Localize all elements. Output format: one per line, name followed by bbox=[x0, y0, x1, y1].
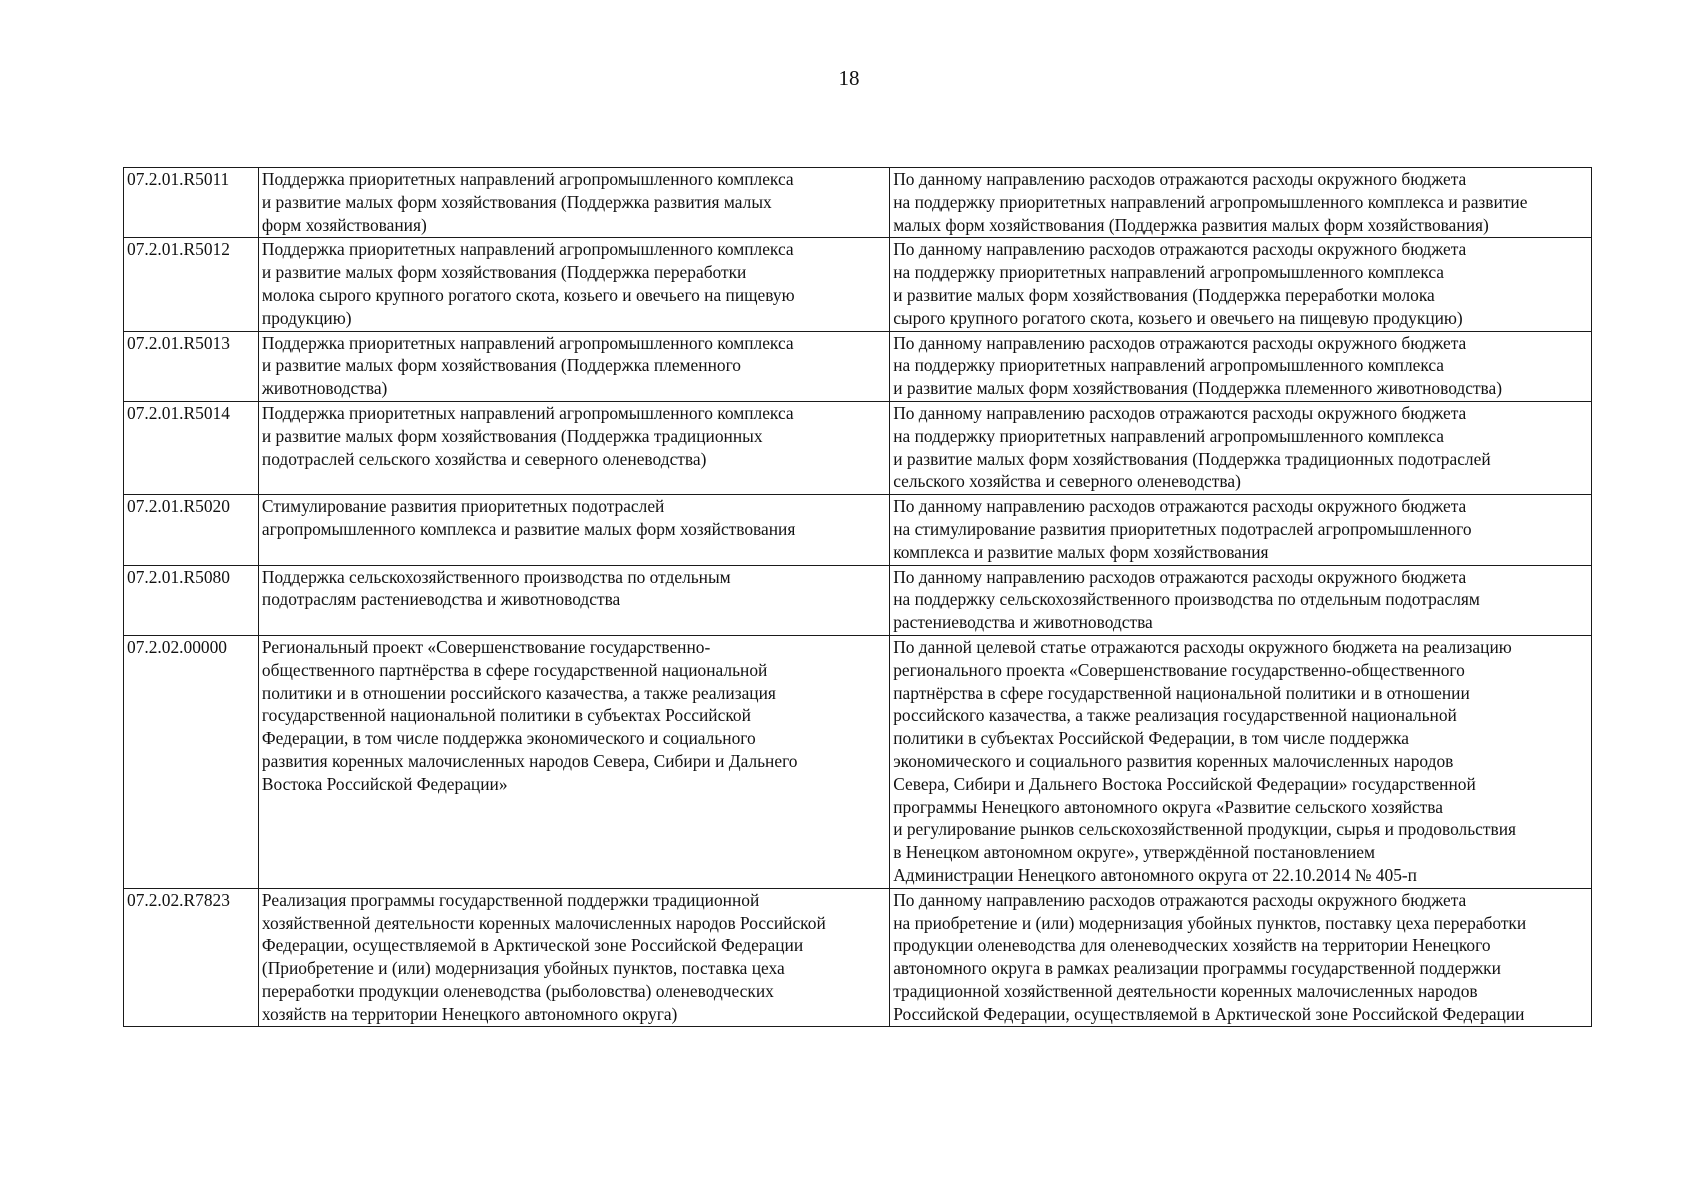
table-row bbox=[124, 888, 1592, 1027]
description-line: на поддержку приоритетных направлений агропромышленного комплекса bbox=[893, 262, 1445, 283]
name-line: подотраслям растениеводства и животноводства bbox=[261, 589, 621, 610]
description-line: По данному направлению расходов отражаются расходы окружного бюджета bbox=[893, 239, 1467, 260]
target-article-name bbox=[258, 888, 889, 1027]
description-line: и развитие малых форм хозяйствования (Поддержка племенного животноводства) bbox=[893, 378, 1503, 399]
name-line: агропромышленного комплекса и развитие малых форм хозяйствования bbox=[261, 518, 796, 539]
name-line: (Приобретение и (или) модернизация убойных пунктов, поставка цеха bbox=[261, 958, 785, 979]
target-article-description bbox=[890, 238, 1592, 331]
description-line: на приобретение и (или) модернизация убойных пунктов, поставку цеха переработки bbox=[893, 912, 1527, 933]
description-line: сырого крупного рогатого скота, козьего и овечьего на пищевую продукцию) bbox=[893, 307, 1463, 328]
description-line: на стимулирование развития приоритетных подотраслей агропромышленного bbox=[893, 518, 1472, 539]
description-line: регионального проекта «Совершенствование государственно-общественного bbox=[893, 659, 1465, 680]
description-line: По данному направлению расходов отражаются расходы окружного бюджета bbox=[893, 169, 1467, 189]
description-line: партнёрства в сфере государственной национальной политики и в отношении bbox=[893, 682, 1470, 703]
target-article-name bbox=[258, 168, 889, 238]
target-article-code: 07.2.01.R5080 bbox=[124, 565, 259, 635]
name-line: и развитие малых форм хозяйствования (Поддержка традиционных bbox=[261, 425, 763, 446]
name-line: хозяйственной деятельности коренных малочисленных народов Российской bbox=[261, 912, 826, 933]
target-article-description bbox=[890, 168, 1592, 238]
target-article-description bbox=[890, 401, 1592, 494]
table-row bbox=[124, 401, 1592, 494]
description-line: По данной целевой статье отражаются расходы окружного бюджета на реализацию bbox=[893, 636, 1512, 657]
description-line: политики в субъектах Российской Федерации, в том числе поддержка bbox=[893, 728, 1409, 749]
budget-classification-table bbox=[123, 167, 1592, 1027]
description-line: малых форм хозяйствования (Поддержка развития малых форм хозяйствования) bbox=[893, 214, 1489, 235]
table-row bbox=[124, 238, 1592, 331]
description-line: на поддержку сельскохозяйственного производства по отдельным подотраслям bbox=[893, 589, 1480, 610]
description-line: Севера, Сибири и Дальнего Востока Российской Федерации» государственной bbox=[893, 773, 1476, 794]
target-article-description bbox=[890, 565, 1592, 635]
target-article-name bbox=[258, 565, 889, 635]
name-line: Стимулирование развития приоритетных подотраслей bbox=[261, 496, 665, 517]
description-line: на поддержку приоритетных направлений агропромышленного комплекса и развитие bbox=[893, 191, 1528, 212]
name-line: Поддержка приоритетных направлений агропромышленного комплекса bbox=[261, 332, 794, 353]
target-article-name bbox=[258, 401, 889, 494]
name-line: Поддержка сельскохозяйственного производства по отдельным bbox=[261, 566, 731, 587]
description-line: растениеводства и животноводства bbox=[893, 612, 1153, 633]
name-line: продукцию) bbox=[261, 307, 352, 328]
target-article-description bbox=[890, 331, 1592, 401]
description-line: и развитие малых форм хозяйствования (Поддержка переработки молока bbox=[893, 284, 1435, 305]
name-line: форм хозяйствования) bbox=[261, 214, 427, 235]
description-line: По данному направлению расходов отражаются расходы окружного бюджета bbox=[893, 332, 1467, 353]
name-line: Поддержка приоритетных направлений агропромышленного комплекса bbox=[261, 169, 794, 189]
name-line: политики и в отношении российского казачества, а также реализация bbox=[261, 682, 776, 703]
target-article-name bbox=[258, 331, 889, 401]
target-article-name bbox=[258, 635, 889, 888]
target-article-code: 07.2.02.R7823 bbox=[124, 888, 259, 1027]
description-line: на поддержку приоритетных направлений агропромышленного комплекса bbox=[893, 425, 1445, 446]
page-number: 18 bbox=[838, 66, 860, 90]
name-line: подотраслей сельского хозяйства и северного оленеводства) bbox=[261, 448, 707, 469]
description-line: российского казачества, а также реализация государственной национальной bbox=[893, 705, 1457, 726]
name-line: хозяйств на территории Ненецкого автономного округа) bbox=[261, 1003, 678, 1024]
target-article-code: 07.2.02.00000 bbox=[124, 635, 259, 888]
target-article-description bbox=[890, 635, 1592, 888]
description-line: традиционной хозяйственной деятельности коренных малочисленных народов bbox=[893, 980, 1478, 1001]
name-line: Поддержка приоритетных направлений агропромышленного комплекса bbox=[261, 402, 794, 423]
target-article-name bbox=[258, 238, 889, 331]
description-line: и развитие малых форм хозяйствования (Поддержка традиционных подотраслей bbox=[893, 448, 1491, 469]
name-line: Востока Российской Федерации» bbox=[261, 773, 508, 794]
description-line: программы Ненецкого автономного округа «Развитие сельского хозяйства bbox=[893, 796, 1443, 817]
description-line: экономического и социального развития коренных малочисленных народов bbox=[893, 750, 1454, 771]
name-line: государственной национальной политики в субъектах Российской bbox=[261, 705, 751, 726]
name-line: и развитие малых форм хозяйствования (Поддержка племенного bbox=[261, 355, 741, 376]
table-row bbox=[124, 168, 1592, 238]
table-row bbox=[124, 495, 1592, 565]
description-line: автономного округа в рамках реализации программы государственной поддержки bbox=[893, 958, 1501, 979]
table-row bbox=[124, 331, 1592, 401]
description-line: Российской Федерации, осуществляемой в Арктической зоне Российской Федерации bbox=[893, 1003, 1525, 1024]
target-article-description bbox=[890, 888, 1592, 1027]
description-line: По данному направлению расходов отражаются расходы окружного бюджета bbox=[893, 566, 1467, 587]
name-line: Поддержка приоритетных направлений агропромышленного комплекса bbox=[261, 239, 794, 260]
description-line: комплекса и развитие малых форм хозяйствования bbox=[893, 541, 1269, 562]
description-line: на поддержку приоритетных направлений агропромышленного комплекса bbox=[893, 355, 1445, 376]
description-line: продукции оленеводства для оленеводческих хозяйств на территории Ненецкого bbox=[893, 935, 1491, 956]
table-body bbox=[124, 168, 1592, 1027]
target-article-code: 07.2.01.R5012 bbox=[124, 238, 259, 331]
name-line: общественного партнёрства в сфере государственной национальной bbox=[261, 659, 768, 680]
name-line: и развитие малых форм хозяйствования (Поддержка переработки bbox=[261, 262, 747, 283]
target-article-code: 07.2.01.R5013 bbox=[124, 331, 259, 401]
target-article-description bbox=[890, 495, 1592, 565]
name-line: Реализация программы государственной поддержки традиционной bbox=[261, 889, 760, 910]
table-row bbox=[124, 635, 1592, 888]
description-line: По данному направлению расходов отражаются расходы окружного бюджета bbox=[893, 496, 1467, 517]
description-line: По данному направлению расходов отражаются расходы окружного бюджета bbox=[893, 889, 1467, 910]
description-line: Администрации Ненецкого автономного округа от 22.10.2014 № 405-п bbox=[893, 864, 1417, 885]
name-line: и развитие малых форм хозяйствования (Поддержка развития малых bbox=[261, 191, 772, 212]
description-line: и регулирование рынков сельскохозяйственной продукции, сырья и продовольствия bbox=[893, 819, 1516, 840]
target-article-code: 07.2.01.R5011 bbox=[124, 168, 259, 238]
description-line: в Ненецком автономном округе», утверждённой постановлением bbox=[893, 842, 1376, 863]
table-row bbox=[124, 565, 1592, 635]
name-line: развития коренных малочисленных народов Севера, Сибири и Дальнего bbox=[261, 750, 798, 771]
description-line: По данному направлению расходов отражаются расходы окружного бюджета bbox=[893, 402, 1467, 423]
target-article-code: 07.2.01.R5014 bbox=[124, 401, 259, 494]
name-line: Федерации, в том числе поддержка экономического и социального bbox=[261, 728, 756, 749]
name-line: переработки продукции оленеводства (рыболовства) оленеводческих bbox=[261, 980, 774, 1001]
name-line: молока сырого крупного рогатого скота, козьего и овечьего на пищевую bbox=[261, 284, 795, 305]
name-line: Федерации, осуществляемой в Арктической зоне Российской Федерации bbox=[261, 935, 804, 956]
name-line: животноводства) bbox=[261, 378, 388, 399]
target-article-name bbox=[258, 495, 889, 565]
description-line: сельского хозяйства и северного оленеводства) bbox=[893, 471, 1241, 492]
target-article-code: 07.2.01.R5020 bbox=[124, 495, 259, 565]
name-line: Региональный проект «Совершенствование государственно- bbox=[261, 636, 711, 657]
